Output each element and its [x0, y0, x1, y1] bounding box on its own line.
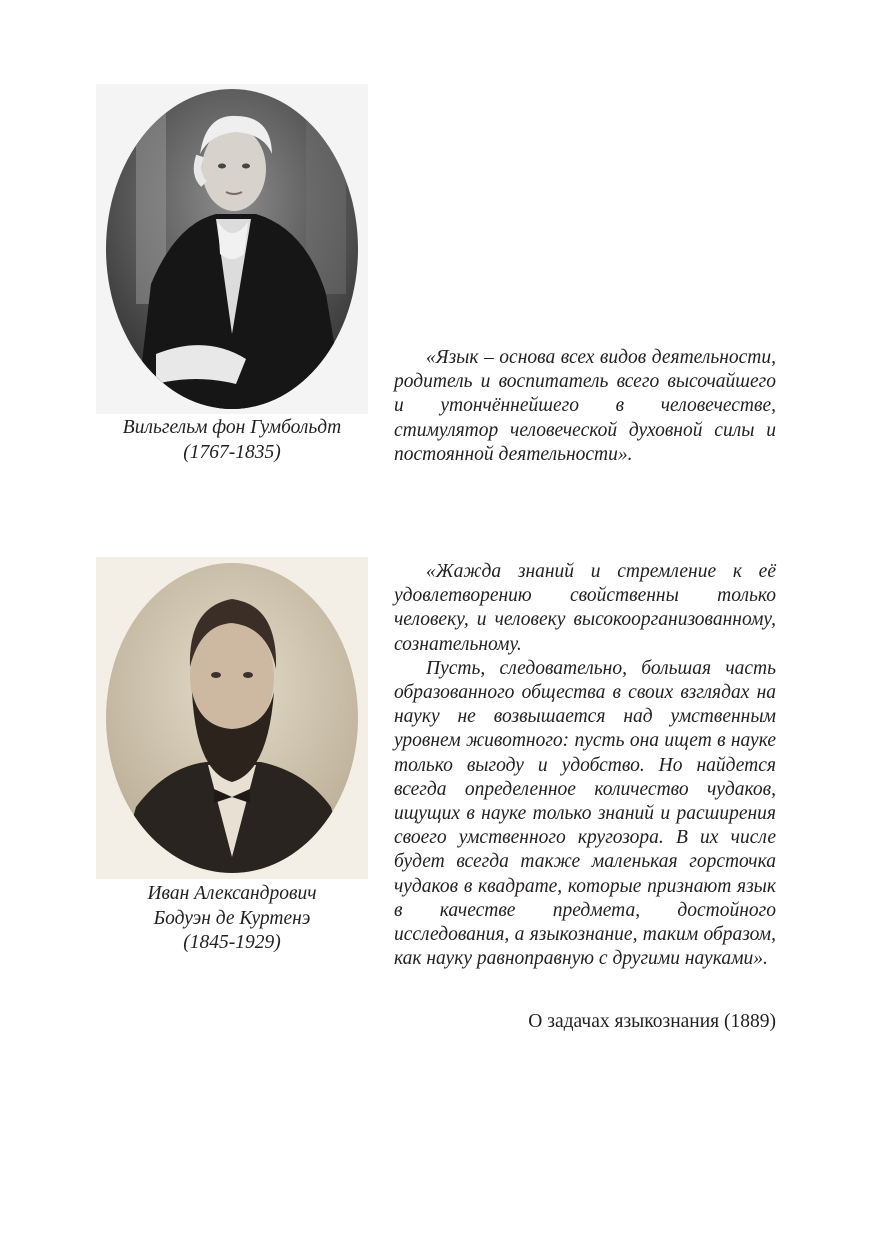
caption-line: Бодуэн де Куртенэ [153, 907, 311, 929]
quote-paragraph: «Язык – основа всех видов деятельности, родитель и воспитатель всего высочайшего и утончённейшего в человечестве, стимулятор человеческой духовной силы и постоянной деятельности». [394, 347, 776, 465]
portrait-humboldt-caption [96, 416, 368, 465]
portrait-baudouin [96, 557, 368, 879]
portrait-humboldt [96, 84, 368, 414]
caption-line: Вильгельм фон Гумбольдт [122, 417, 342, 438]
portrait-baudouin-image [96, 557, 368, 879]
quote-source: О задачах языкознания (1889) [528, 1011, 776, 1032]
portrait-humboldt-image [96, 84, 368, 414]
caption-line: Иван Александрович [147, 883, 317, 904]
portrait-baudouin-caption [96, 882, 368, 956]
caption-line: (1845-1929) [183, 932, 281, 953]
caption-line: (1767-1835) [183, 441, 281, 463]
quote-paragraph: «Жажда знаний и стремление к её удовлетворению свойственны только человеку, и человеку высокоорганизованному, сознательному. [394, 561, 776, 655]
quote-humboldt [394, 346, 776, 467]
quote-paragraph: Пусть, следовательно, большая часть образованного общества в своих взглядах на науку не возвышается над умственным уровнем животного: пусть она ищет в науке только выгоду и удобство. Но найдется всегда определенное количество чудаков, ищущих в науке только знаний и расширения своего умственного кругозора. В их числе будет всегда также маленькая горсточка чудаков в квадрате, которые признают язык в качестве предмета, достойного исследования, а языкознание, таким образом, как науку равноправную с другими науками». [394, 657, 776, 970]
quote-baudouin [394, 560, 776, 971]
